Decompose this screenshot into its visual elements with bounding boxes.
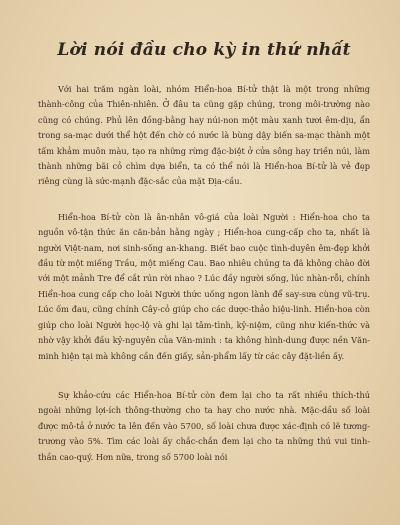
page-title: Lời nói đầu cho kỳ in thứ nhất (57, 40, 351, 60)
paragraph-1: Với hai trăm ngàn loài, nhóm Hiển-hoa Bí-tử thật là một trong những thành-công của Thiên-nhiên. Ở đâu ta cũng gặp chúng, trong môi-trường nào cũng có chúng. Phủ lên đồng-bằng hay núi-non một màu xanh tươi êm-dịu, ẩn trong sa-mạc dưới thể hột đến chờ có nước là bùng dậy biến sa-mạc thành một tấm khảm muôn màu, tạo ra những rừng đặc-biệt ở cửa sông hay triền núi, làm thành những bãi cỏ chìm dựa biển, ta có thể nói là Hiển-hoa Bí-tử là vẻ đẹp riêng cùng là sức-mạnh đặc-sắc của mặt Địa-cầu. (38, 84, 370, 187)
paragraph-2: Hiển-hoa Bí-tử còn là ân-nhân vô-giá của loài Người : Hiển-hoa cho ta nguồn vô-tận thức ăn căn-bản hằng ngày ; Hiển-hoa cung-cấp cho ta, nhất là người Việt-nam, nơi sinh-sống an-khang. Biết bao cuộc tình-duyên êm-đẹp khởi đầu từ một miếng Trầu, một miếng Cau. Bao nhiêu chúng ta đã không chào đời với một mảnh Tre để cắt rún rời nhao ? Lúc đầy người sống, lúc nhàn-rỗi, chính Hiển-hoa cung cấp cho loài Người thức uống ngon lành để say-sưa cùng vũ-trụ. Lúc ốm đau, cũng chính Cây-cỏ giúp cho các dược-thảo hiệu-linh. Hiển-hoa còn giúp cho loài Người học-lộ và ghi lại tâm-tình, kỷ-niệm, cũng như kiến-thức và nhờ vậy khởi đầu kỷ-nguyên của Văn-minh : ta không hình-dung được nền Văn-minh hiện tại mà không cần đến giấy, sản-phẩm lấy từ các cây đặt-liền ấy. (38, 211, 370, 361)
paragraph-3: Sự khảo-cứu các Hiển-hoa Bí-tử còn đem lại cho ta rất nhiều thích-thú ngoài những lợi-ích thông-thường cho ta hay cho nước nhà. Mặc-dầu số loài được mô-tả ở nước ta lên đến vào 5700, số loài chưa được xác-định có lẽ tương-trương vào 5%. Tìm các loài ấy chắc-chắn đem lại cho ta những thú vui tinh-thần cao-quý. Hơn nữa, trong số 5700 loài nói (38, 389, 370, 462)
